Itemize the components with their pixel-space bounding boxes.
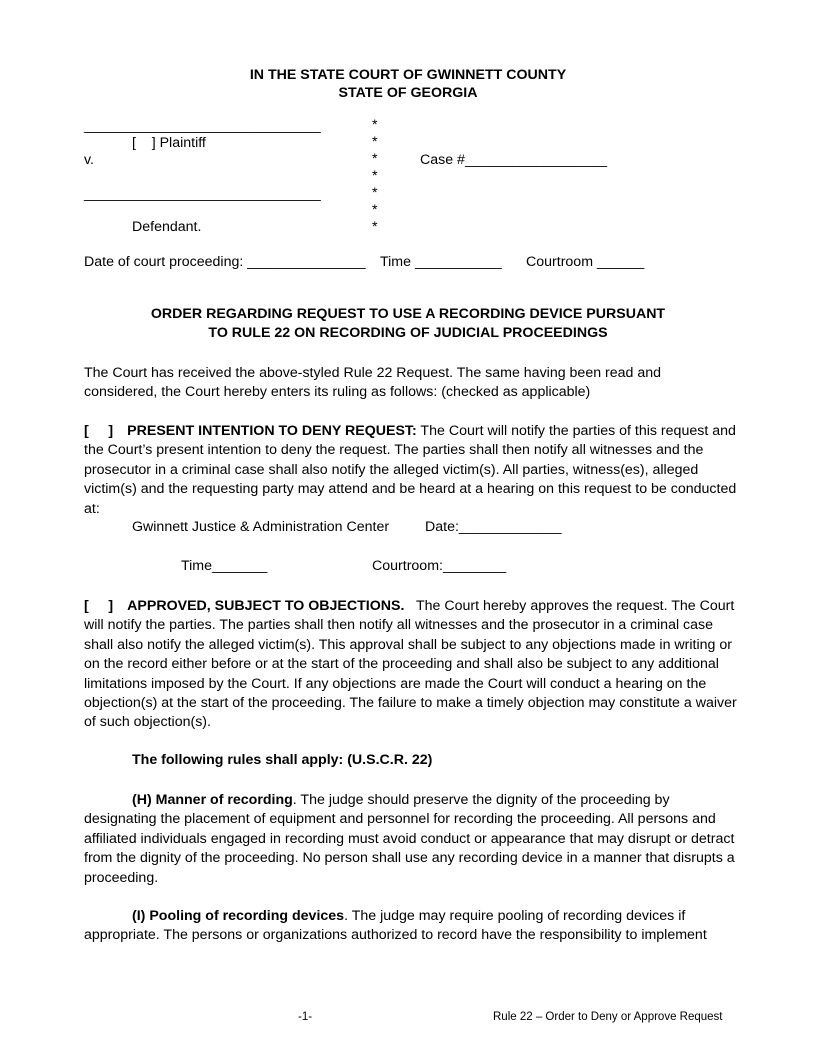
proceeding-courtroom-field: Courtroom ______ xyxy=(526,254,645,270)
rule-h-paragraph xyxy=(84,791,738,888)
caption-asterisk: * xyxy=(372,134,378,150)
hearing-courtroom-field: Courtroom:________ xyxy=(372,558,507,574)
caption-asterisk: * xyxy=(372,202,378,218)
case-number-field: Case #__________________ xyxy=(420,152,607,168)
rule-i-paragraph xyxy=(84,907,738,946)
rule-h-text: . The judge should preserve the dignity of the proceeding by designating the placement of equipment and personnel for recording the proceeding. All persons and affiliated individuals engaged in recording must avoid conduct or appearance that may disrupt or detract from the dignity of the proceeding. No person shall use any recording device in a manner that disrupts a proceeding. xyxy=(84,792,735,886)
hearing-time-field: Time_______ xyxy=(181,558,268,574)
rules-heading: The following rules shall apply: (U.S.C.R. 22) xyxy=(132,752,433,768)
caption-asterisk: * xyxy=(372,168,378,184)
approve-heading: APPROVED, SUBJECT TO OBJECTIONS. xyxy=(127,598,405,614)
deny-text: The Court will notify the parties of this request and the Court’s present intention to deny the request. The parties shall then notify all witnesses and the prosecutor in a criminal case shall also notify the alleged victim(s). All parties, witness(es), alleged victim(s) and the requesting party may attend and be heard at a hearing on this request to be conducted at: xyxy=(84,423,737,517)
defendant-label: Defendant. xyxy=(132,219,202,235)
plaintiff-label: [ ] Plaintiff xyxy=(132,135,206,151)
approve-checkbox[interactable]: [ ] xyxy=(84,598,114,614)
caption-asterisk: * xyxy=(372,117,378,133)
caption-asterisk: * xyxy=(372,219,378,235)
hearing-date-field: Date:_____________ xyxy=(425,519,562,535)
intro-paragraph: The Court has received the above-styled Rule 22 Request. The same having been read and considered, the Court hereby enters its ruling as follows: (checked as applicable) xyxy=(84,365,662,401)
state-name: STATE OF GEORGIA xyxy=(338,85,478,101)
approve-paragraph xyxy=(84,597,741,733)
deny-heading: PRESENT INTENTION TO DENY REQUEST: xyxy=(127,423,417,439)
form-footer-title: Rule 22 – Order to Deny or Approve Request xyxy=(493,1011,723,1023)
defendant-blank-line: ______________________________ xyxy=(84,186,321,202)
rule-i-heading: (I) Pooling of recording devices xyxy=(132,908,345,924)
approve-text: The Court hereby approves the request. The Court will notify the parties. The parties shall then notify all witnesses and the prosecutor in a criminal case shall also notify the alleged victim(s). This approval shall be subject to any objections made in writing or on the record either before or at the start of the proceeding and shall also be subject to any additional limitations imposed by the Court. If any objections are made the Court will conduct a hearing on the objection(s) at the start of the proceeding. The failure to make a timely objection may constitute a waiver of such objection(s). xyxy=(84,598,741,731)
proceeding-date-field: Date of court proceeding: _______________ xyxy=(84,254,366,270)
deny-checkbox[interactable]: [ ] xyxy=(84,423,114,439)
order-title-line1: ORDER REGARDING REQUEST TO USE A RECORDING DEVICE PURSUANT xyxy=(150,306,666,322)
caption-asterisk: * xyxy=(372,151,378,167)
page-number: -1- xyxy=(298,1011,313,1023)
deny-paragraph xyxy=(84,422,738,519)
order-title-line2: TO RULE 22 ON RECORDING OF JUDICIAL PROCEEDINGS xyxy=(208,325,608,341)
proceeding-time-field: Time ___________ xyxy=(380,254,502,270)
versus-label: v. xyxy=(84,152,94,168)
rule-i-text: . The judge may require pooling of recording devices if appropriate. The persons or organizations authorized to record have the responsibility to implement xyxy=(84,908,707,944)
plaintiff-blank-line: ______________________________ xyxy=(84,118,321,134)
court-name: IN THE STATE COURT OF GWINNETT COUNTY xyxy=(249,67,567,83)
hearing-location: Gwinnett Justice & Administration Center xyxy=(132,519,390,535)
caption-asterisk: * xyxy=(372,185,378,201)
rule-h-heading: (H) Manner of recording xyxy=(132,792,293,808)
